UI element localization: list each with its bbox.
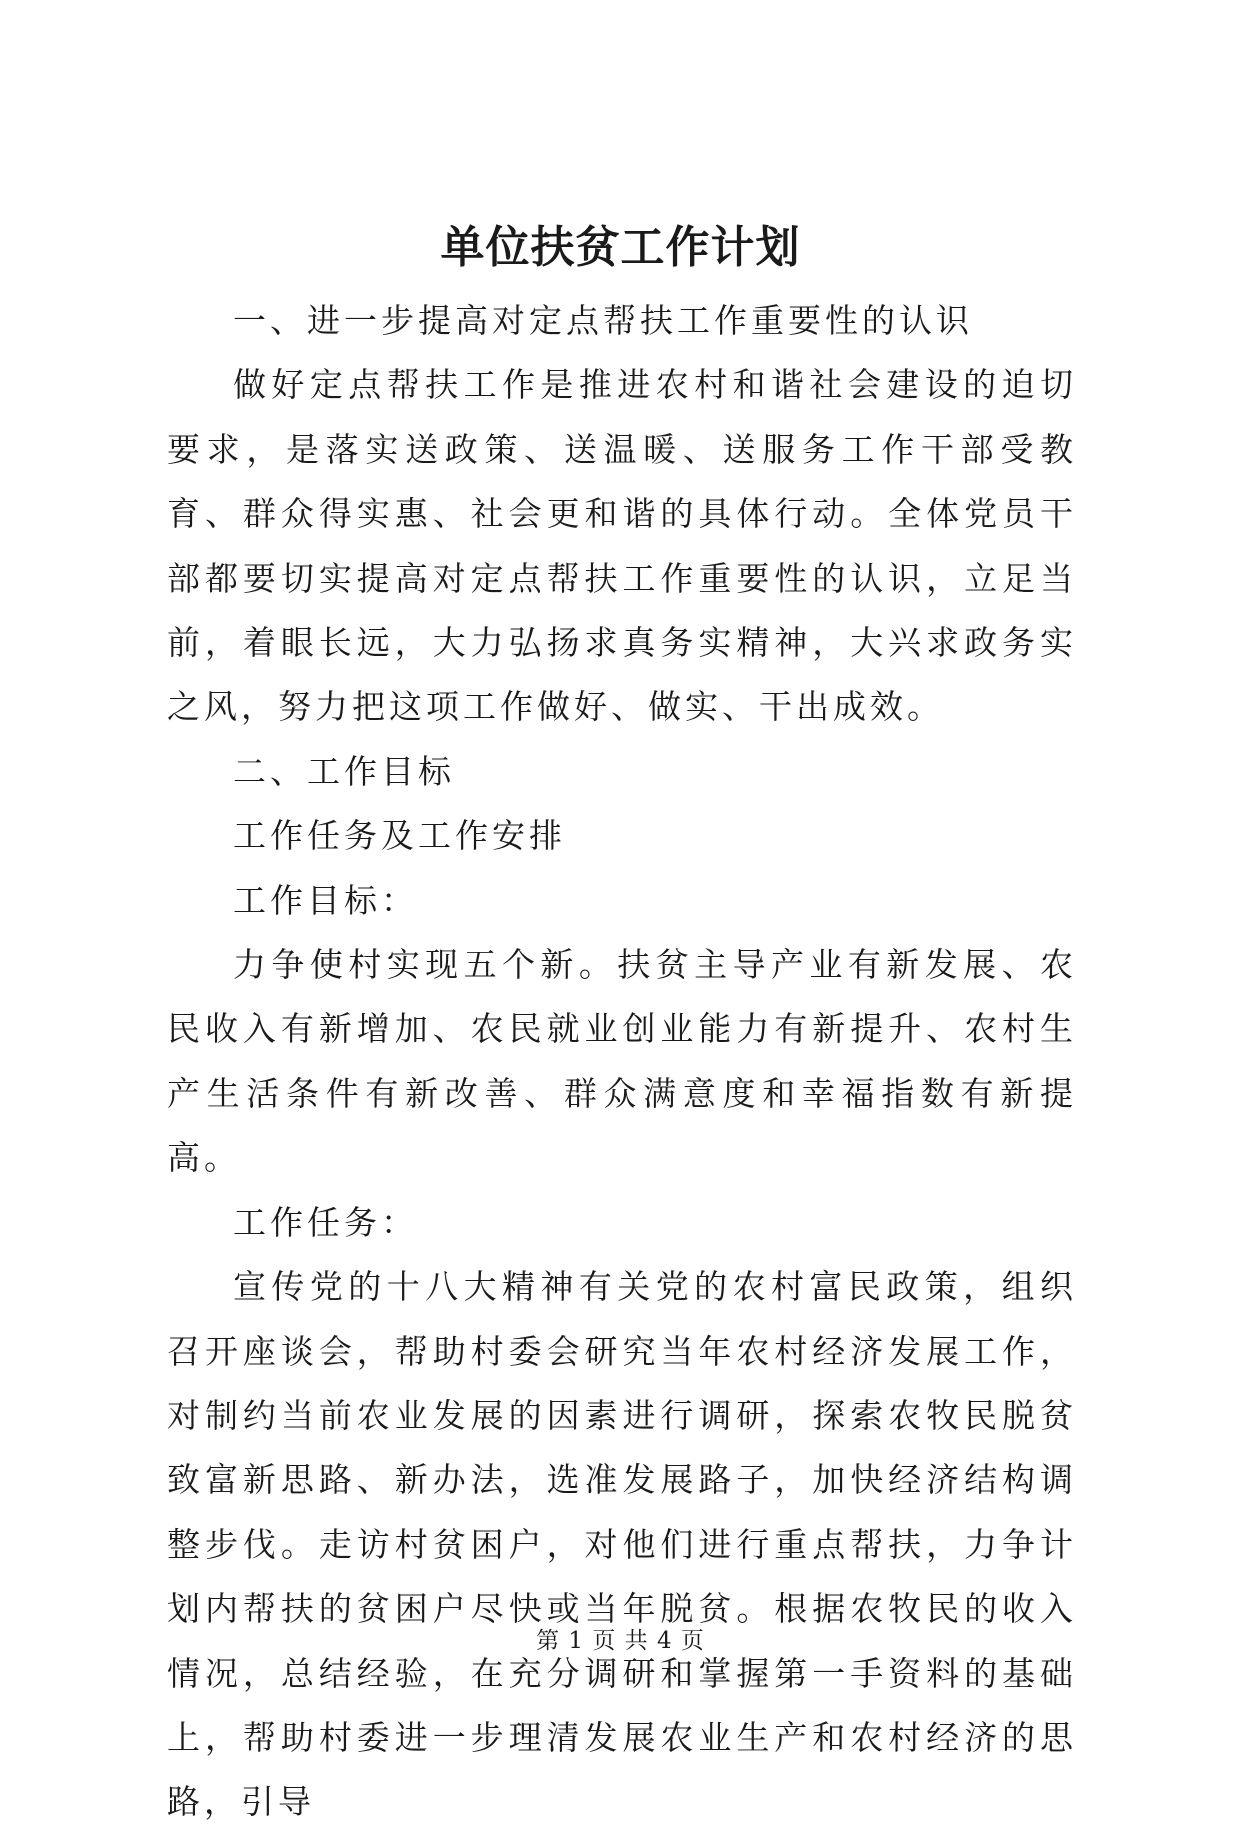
subheading-tasks: 工作任务： xyxy=(233,1202,418,1242)
section-heading-1: 一、进一步提高对定点帮扶工作重要性的认识 xyxy=(233,301,973,340)
paragraph-tasks: 宣传党的十八大精神有关党的农村富民政策，组织召开座谈会，帮助村委会研究当年农村经济发展工作，对制约当前农业发展的因素进行调研，探索农牧民脱贫致富新思路、新办法，选准发展路子，加快经济结构调整步伐。走访村贫困户，对他们进行重点帮扶，力争计划内帮扶的贫困户尽快或当年脱贫。根据农牧民的收入情况，总结经验，在充分调研和掌握第一手资料的基础上，帮助村委进一步理清发展农业生产和农村经济的思路，引导 xyxy=(167,1267,1077,1822)
subheading-goals: 工作目标： xyxy=(233,880,418,920)
section-heading-2: 二、工作目标 xyxy=(233,751,455,791)
paragraph-importance: 做好定点帮扶工作是推进农村和谐社会建设的迫切要求，是落实送政策、送温暖、送服务工作干部受教育、群众得实惠、社会更和谐的具体行动。全体党员干部都要切实提高对定点帮扶工作重要性的认识，立足当前，着眼长远，大力弘扬求真务实精神，大兴求政务实之风，努力把这项工作做好、做实、干出成效。 xyxy=(167,365,1077,727)
document-body xyxy=(167,289,1077,1835)
page-footer: 第 1 页 共 4 页 xyxy=(536,1628,705,1654)
subheading-tasks-arrangement: 工作任务及工作安排 xyxy=(233,816,566,856)
document-title: 单位扶贫工作计划 xyxy=(440,222,801,273)
paragraph-goals: 力争使村实现五个新。扶贫主导产业有新发展、农民收入有新增加、农民就业创业能力有新提升、农村生产生活条件有新改善、群众满意度和幸福指数有新提高。 xyxy=(167,945,1077,1178)
